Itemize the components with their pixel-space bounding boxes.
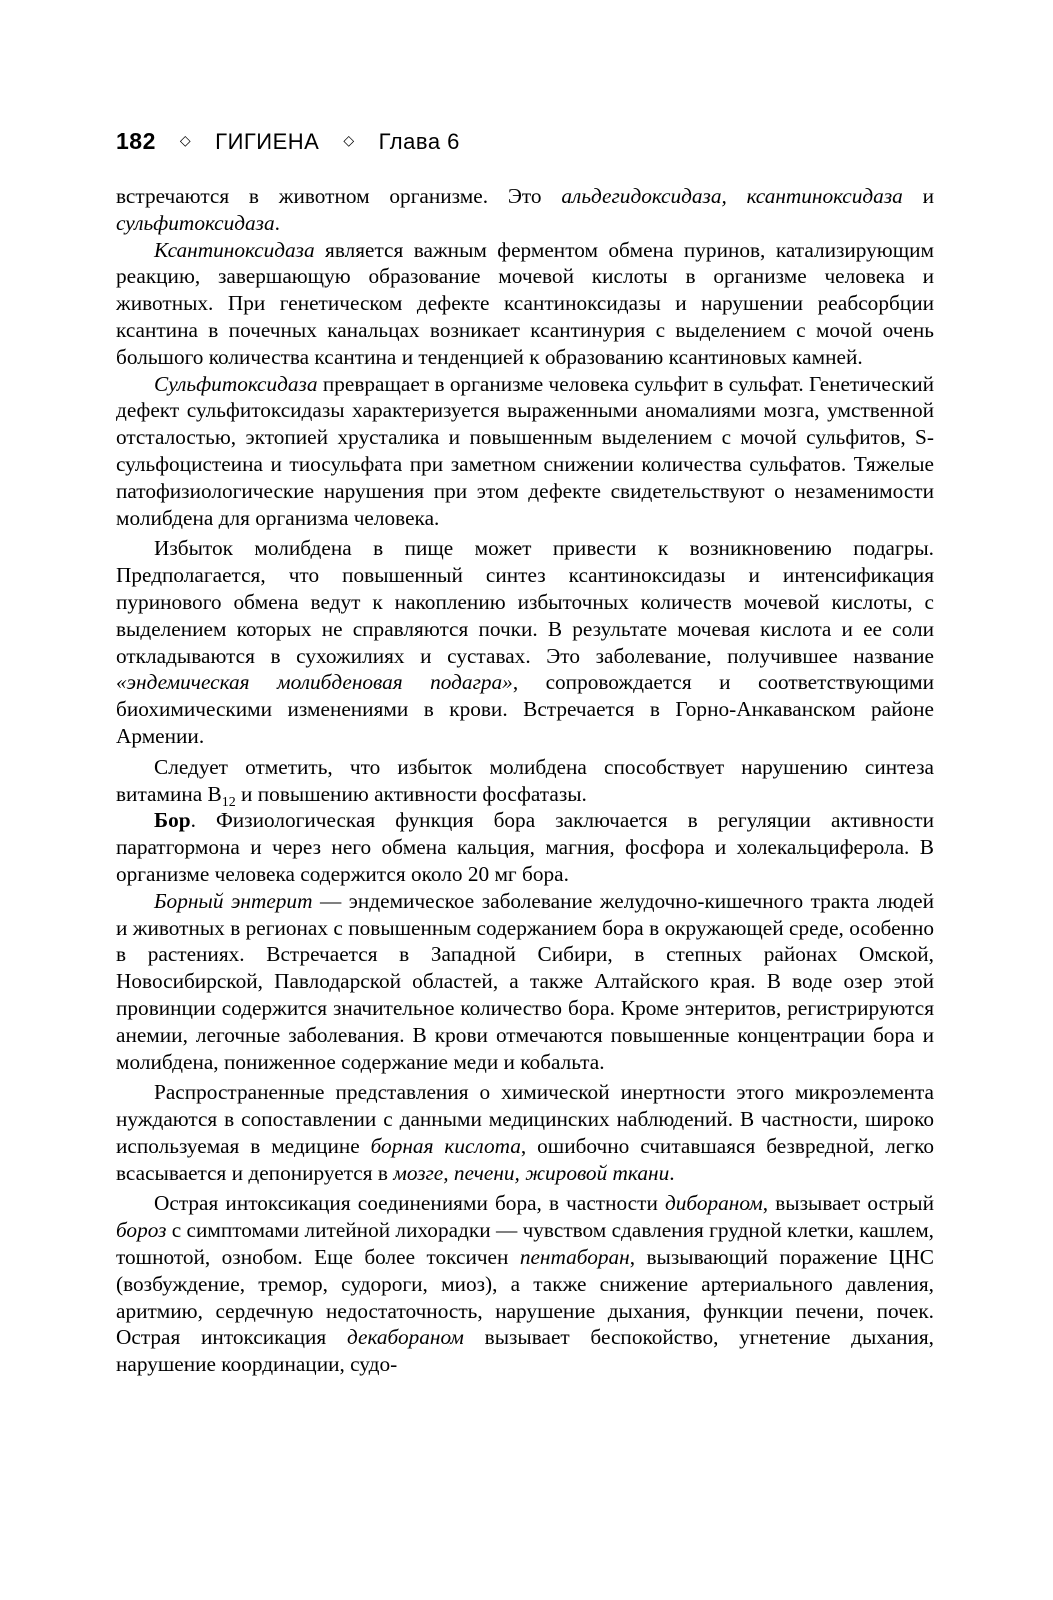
paragraph-boron-enteritis: Борный энтерит — эндемическое заболевание желудочно-кишечного тракта людей и животных в регионах с повышенным содержанием бора в окружающей среде, особенно в растениях. Встречается в Западной Сибири, в степных районах Омской, Новосибирской, Павлодарской областей, а также Алтайского края. В воде озер этой провинции содержится значительное количество бора. Кроме энтеритов, регистрируются анемии, легочные заболевания. В крови отмечаются повышенные концентрации бора и молибдена, пониженное содержание меди и кобальта. (116, 888, 934, 1074)
paragraph-enzymes: встречаются в животном организме. Это альдегидоксидаза, ксантиноксидаза и сульфитоксидаза. (116, 184, 934, 235)
paragraph-boric-acid: Распространенные представления о химической инертности этого микроэлемента нуждаются в сопоставлении с данными медицинских наблюдений. В частности, широко используемая в медицине борная кислота, ошибочно считавшаяся безвредной, легко всасывается и депонируется в мозге, печени, жировой ткани. (116, 1080, 934, 1185)
paragraph-molybdenum-gout: Избыток молибдена в пище может привести к возникновению подагры. Предполагается, что повышенный синтез ксантиноксидазы и интенсификация пуринового обмена ведут к накоплению избыточных количеств мочевой кислоты, с выделением которых не справляются почки. В результате мочевая кислота и ее соли откладываются в сухожилиях и суставах. Это заболевание, получившее название «эндемическая молибденовая подагра», сопровождается и соответствующими биохимическими изменениями в крови. Встречается в Горно-Анкаванском районе Армении. (116, 536, 934, 748)
book-title: ГИГИЕНА (215, 128, 320, 154)
diamond-separator-icon: ◇ (343, 132, 355, 148)
paragraph-boron: Бор. Физиологическая функция бора заключается в регуляции активности паратгормона и через него обмена кальция, магния, фосфора и холекальциферола. В организме человека содержится около 20 мг бора. (116, 808, 934, 886)
body-text (116, 183, 934, 1378)
page-number: 182 (116, 128, 156, 154)
chapter-label: Глава 6 (378, 128, 460, 154)
running-head (116, 128, 460, 155)
paragraph-sulfite-oxidase: Сульфитоксидаза превращает в организме человека сульфит в сульфат. Генетический дефект сульфитоксидазы характеризуется выраженными аномалиями мозга, умственной отсталостью, эктопией хрусталика и повышенным выделением с мочой сульфитов, S-сульфоцистеина и тиосульфата при заметном снижении количества сульфатов. Тяжелые патофизиологические нарушения при этом дефекте свидетельствуют о незаменимости молибдена для организма человека. (116, 371, 934, 530)
paragraph-xanthine-oxidase: Ксантиноксидаза является важным ферментом обмена пуринов, катализирующим реакцию, завершающую образование мочевой кислоты в организме человека и животных. При генетическом дефекте ксантиноксидазы и нарушении реабсорбции ксантина в почечных канальцах возникает ксантинурия с выделением с мочой очень большого количества ксантина и тенденцией к образованию ксантиновых камней. (116, 237, 934, 369)
diamond-separator-icon: ◇ (179, 132, 192, 148)
paragraph-vitamin-b12: Следует отметить, что избыток молибдена способствует нарушению синтеза витамина $B_{12}$ и повышению активности фосфатазы. (116, 754, 934, 810)
paragraph-acute-intoxication: Острая интоксикация соединениями бора, в частности дибораном, вызывает острый бороз с симптомами литейной лихорадки — чувством сдавления грудной клетки, кашлем, тошнотой, ознобом. Еще более токсичен пентаборан, вызывающий поражение ЦНС (возбуждение, тремор, судороги, миоз), а также снижение артериального давления, аритмию, сердечную недостаточность, нарушение дыхания, функции печени, почек. Острая интоксикация декабораном вызывает беспокойство, угнетение дыхания, нарушение координации, судо- (116, 1191, 934, 1377)
